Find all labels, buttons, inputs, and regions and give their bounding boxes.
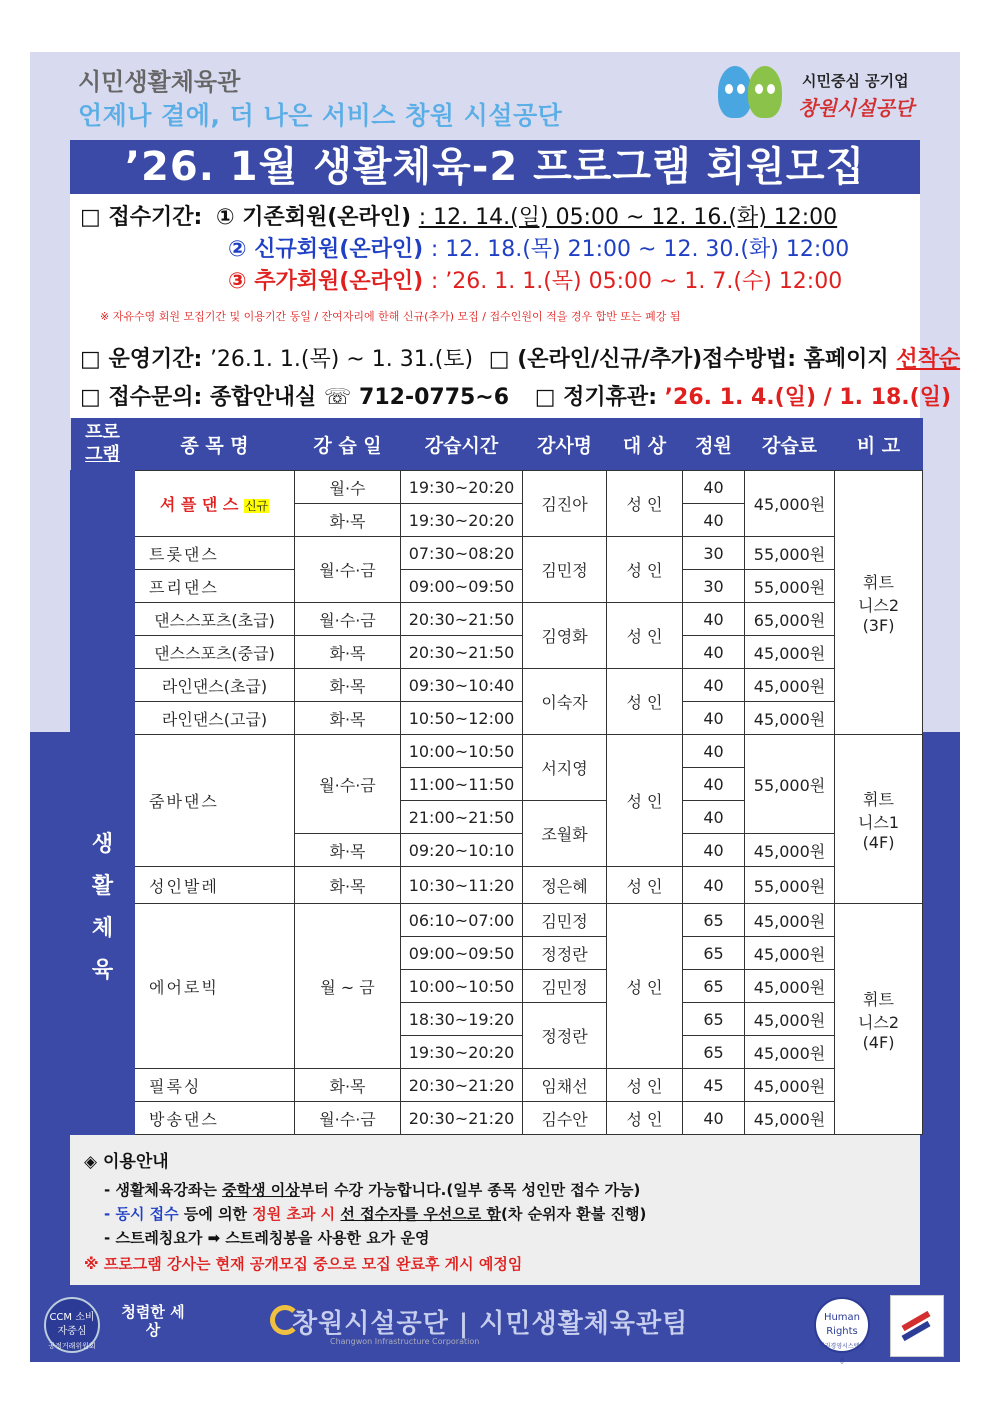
target-cell: 성 인 — [607, 537, 683, 603]
remarks-cell: 휘트 니스2 (4F) — [835, 904, 923, 1135]
target-cell: 성 인 — [607, 603, 683, 669]
program-name: 줌바댄스 — [135, 735, 295, 867]
capacity-cell: 30 — [683, 537, 745, 570]
fee-cell: 45,000원 — [745, 904, 835, 937]
capacity-cell: 45 — [683, 1069, 745, 1102]
header-name: 종 목 명 — [135, 418, 295, 471]
days-cell: 월·수·금 — [295, 735, 401, 834]
capacity-cell: 65 — [683, 970, 745, 1003]
time-cell: 18:30~19:20 — [401, 1003, 523, 1036]
fee-cell: 55,000원 — [745, 867, 835, 904]
table-row — [71, 471, 923, 504]
reception-additional — [228, 264, 842, 295]
days-cell: 월·수·금 — [295, 603, 401, 636]
method-value: 홈페이지 — [803, 347, 889, 372]
target-cell: 성 인 — [607, 904, 683, 1069]
header-program: 프로 그램 — [71, 418, 135, 471]
slogan: 언제나 곁에, 더 나은 서비스 창원 시설공단 — [78, 101, 563, 130]
reception-existing-period: : 12. 14.(일) 05:00 ~ 12. 16.(화) 12:00 — [418, 205, 838, 230]
capacity-cell: 40 — [683, 504, 745, 537]
inquiry-value: 종합안내실 ☏ 712-0775~6 — [209, 385, 510, 410]
capacity-cell: 40 — [683, 669, 745, 702]
poster-title: ’26. 1월 생활체육-2 프로그램 회원모집 — [70, 140, 920, 194]
days-cell: 화·목 — [295, 867, 401, 904]
time-cell: 09:30~10:40 — [401, 669, 523, 702]
fee-cell: 55,000원 — [745, 537, 835, 570]
table-row — [71, 537, 923, 570]
instructor-cell: 김영화 — [523, 603, 607, 669]
time-cell: 10:00~10:50 — [401, 970, 523, 1003]
reception-additional-name: ③ 추가회원(온라인) — [228, 269, 424, 294]
capacity-cell: 65 — [683, 1036, 745, 1069]
guide-title: ◈ 이용안내 — [84, 1152, 169, 1172]
footer — [30, 1285, 960, 1365]
reception-new — [228, 232, 849, 263]
org-name: 시민생활체육관 — [78, 68, 241, 96]
header-fee: 강습료 — [745, 418, 835, 471]
reception-new-period: : 12. 18.(목) 21:00 ~ 12. 30.(화) 12:00 — [430, 237, 850, 262]
days-cell: 월·수·금 — [295, 537, 401, 603]
instructor-cell: 김진아 — [523, 471, 607, 537]
time-cell: 11:00~11:50 — [401, 768, 523, 801]
time-cell: 09:00~09:50 — [401, 570, 523, 603]
logo-tagline: 시민중심 공기업 — [802, 72, 909, 90]
remarks-cell: 휘트 니스2 (3F) — [835, 471, 923, 735]
reception-new-name: ② 신규회원(온라인) — [228, 237, 424, 262]
instructor-cell: 김민정 — [523, 537, 607, 603]
table-row — [71, 735, 923, 768]
capacity-cell: 40 — [683, 867, 745, 904]
target-cell: 성 인 — [607, 1102, 683, 1135]
table-row — [71, 1069, 923, 1102]
operation-period — [80, 342, 960, 373]
new-badge: 신규 — [244, 499, 269, 513]
time-cell: 20:30~21:50 — [401, 603, 523, 636]
capacity-cell: 40 — [683, 834, 745, 867]
fee-cell: 55,000원 — [745, 570, 835, 603]
table-row — [71, 669, 923, 702]
program-name: 성인발레 — [135, 867, 295, 904]
days-cell: 화·목 — [295, 834, 401, 867]
reception-period — [80, 200, 837, 231]
time-cell: 09:00~09:50 — [401, 937, 523, 970]
instructor-cell: 서지영 — [523, 735, 607, 801]
table-row — [71, 570, 923, 603]
usage-guide — [70, 1135, 920, 1285]
reception-note: ※ 자유수영 회원 모집기간 및 이용기간 동일 / 잔여자리에 한해 신규(추가) 모집 / 접수인원이 적을 경우 합반 또는 폐강 됨 — [100, 310, 681, 323]
instructor-cell: 정정란 — [523, 1003, 607, 1069]
days-cell: 월 ~ 금 — [295, 904, 401, 1069]
capacity-cell: 40 — [683, 735, 745, 768]
poster-page — [30, 52, 961, 1365]
closed-value: ’26. 1. 4.(일) / 1. 18.(일) — [664, 385, 952, 410]
fee-cell: 45,000원 — [745, 970, 835, 1003]
days-cell: 화·목 — [295, 669, 401, 702]
header-days: 강 습 일 — [295, 418, 401, 471]
capacity-cell: 40 — [683, 603, 745, 636]
ccm-badge-icon: CCM 소비자중심 공정거래위원회 — [44, 1297, 100, 1353]
info-area — [70, 194, 961, 418]
mascot-blue-icon — [718, 66, 752, 118]
header-remarks: 비 고 — [835, 418, 923, 471]
program-table — [70, 418, 923, 1135]
guide-line-3: - 스트레칭요가 ➡ 스트레칭봉을 사용한 요가 운영 — [104, 1229, 430, 1247]
fee-cell: 45,000원 — [745, 471, 835, 537]
program-name: 셔 플 댄 스 신규 — [135, 471, 295, 537]
program-name: 필록싱 — [135, 1069, 295, 1102]
table-row — [71, 702, 923, 735]
fee-cell: 45,000원 — [745, 1003, 835, 1036]
closed-label: □ 정기휴관: — [534, 385, 657, 410]
fee-cell: 55,000원 — [745, 735, 835, 834]
header-capacity: 정원 — [683, 418, 745, 471]
program-name: 라인댄스(초급) — [135, 669, 295, 702]
instructor-cell: 이숙자 — [523, 669, 607, 735]
program-name: 방송댄스 — [135, 1102, 295, 1135]
instructor-cell: 정정란 — [523, 937, 607, 970]
guide-warning: ※ 프로그램 강사는 현재 공개모집 중으로 모집 완료후 게시 예정임 — [84, 1255, 523, 1273]
corp-logo — [718, 64, 928, 124]
instructor-cell: 조월화 — [523, 801, 607, 867]
target-cell: 성 인 — [607, 867, 683, 904]
fee-cell: 45,000원 — [745, 669, 835, 702]
fee-cell: 45,000원 — [745, 834, 835, 867]
instructor-cell: 임채선 — [523, 1069, 607, 1102]
operation-value: ’26.1. 1.(목) ~ 1. 31.(토) — [209, 347, 474, 372]
certificate-icon — [890, 1295, 944, 1357]
footer-org-english: Changwon Infrastructure Corporation — [330, 1337, 480, 1346]
table-row — [71, 636, 923, 669]
method-emphasis: 선착순 — [896, 347, 961, 372]
program-name: 라인댄스(고급) — [135, 702, 295, 735]
header-instructor: 강사명 — [523, 418, 607, 471]
fee-cell: 45,000원 — [745, 702, 835, 735]
capacity-cell: 40 — [683, 1102, 745, 1135]
inquiry — [80, 380, 951, 411]
capacity-cell: 65 — [683, 937, 745, 970]
table-row — [71, 603, 923, 636]
program-name: 프리댄스 — [135, 570, 295, 603]
capacity-cell: 40 — [683, 768, 745, 801]
reception-existing-name: ① 기존회원(온라인) — [215, 205, 412, 230]
days-cell: 월·수·금 — [295, 1102, 401, 1135]
target-cell: 성 인 — [607, 669, 683, 735]
mascot-green-icon — [748, 66, 782, 118]
logo-wordmark: 창원시설공단 — [798, 96, 914, 120]
time-cell: 09:20~10:10 — [401, 834, 523, 867]
operation-label: □ 운영기간: — [80, 347, 203, 372]
category-cell: 생 활 체 육 — [71, 471, 135, 1135]
inquiry-label: □ 접수문의: — [80, 385, 203, 410]
header-target: 대 상 — [607, 418, 683, 471]
program-name: 에어로빅 — [135, 904, 295, 1069]
time-cell: 19:30~20:20 — [401, 504, 523, 537]
fee-cell: 45,000원 — [745, 937, 835, 970]
program-name: 트롯댄스 — [135, 537, 295, 570]
time-cell: 06:10~07:00 — [401, 904, 523, 937]
fee-cell: 45,000원 — [745, 1069, 835, 1102]
reception-additional-period: : ’26. 1. 1.(목) 05:00 ~ 1. 7.(수) 12:00 — [430, 269, 843, 294]
table-row — [71, 1102, 923, 1135]
fee-cell: 65,000원 — [745, 603, 835, 636]
footer-org: 창원시설공단 | 시민생활체육관팀 — [292, 1309, 689, 1339]
program-name: 댄스스포츠(중급) — [135, 636, 295, 669]
instructor-cell: 정은혜 — [523, 867, 607, 904]
days-cell: 화·목 — [295, 636, 401, 669]
capacity-cell: 65 — [683, 904, 745, 937]
time-cell: 10:30~11:20 — [401, 867, 523, 904]
table-row — [71, 904, 923, 937]
capacity-cell: 40 — [683, 636, 745, 669]
time-cell: 20:30~21:20 — [401, 1069, 523, 1102]
instructor-cell: 김수안 — [523, 1102, 607, 1135]
time-cell: 10:50~12:00 — [401, 702, 523, 735]
time-cell: 10:00~10:50 — [401, 735, 523, 768]
days-cell: 화·목 — [295, 1069, 401, 1102]
capacity-cell: 40 — [683, 471, 745, 504]
days-cell: 화·목 — [295, 504, 401, 537]
program-name: 댄스스포츠(초급) — [135, 603, 295, 636]
fee-cell: 45,000원 — [745, 636, 835, 669]
instructor-cell: 김민정 — [523, 904, 607, 937]
time-cell: 20:30~21:50 — [401, 636, 523, 669]
reception-label: □ 접수기간: — [80, 205, 203, 230]
capacity-cell: 30 — [683, 570, 745, 603]
target-cell: 성 인 — [607, 1069, 683, 1102]
days-cell: 화·목 — [295, 702, 401, 735]
header-time: 강습시간 — [401, 418, 523, 471]
days-cell: 월·수 — [295, 471, 401, 504]
time-cell: 20:30~21:20 — [401, 1102, 523, 1135]
remarks-cell: 휘트 니스1 (4F) — [835, 735, 923, 904]
human-rights-badge-icon: Human Rights 인권경영시스템인증 — [814, 1297, 870, 1353]
guide-line-1: - 생활체육강좌는 중학생 이상부터 수강 가능합니다.(일부 종목 성인만 접수 가능) — [104, 1181, 641, 1199]
fee-cell: 45,000원 — [745, 1102, 835, 1135]
instructor-cell: 김민정 — [523, 970, 607, 1003]
time-cell: 19:30~20:20 — [401, 1036, 523, 1069]
target-cell: 성 인 — [607, 735, 683, 867]
table-header-row — [71, 418, 923, 471]
guide-line-2: - 동시 접수 등에 의한 정원 초과 시 선 접수자를 우선으로 함(차 순위자 환불 진행) — [104, 1205, 647, 1223]
capacity-cell: 40 — [683, 801, 745, 834]
capacity-cell: 40 — [683, 702, 745, 735]
fee-cell: 45,000원 — [745, 1036, 835, 1069]
table-row — [71, 867, 923, 904]
capacity-cell: 65 — [683, 1003, 745, 1036]
target-cell: 성 인 — [607, 471, 683, 537]
time-cell: 07:30~08:20 — [401, 537, 523, 570]
time-cell: 21:00~21:50 — [401, 801, 523, 834]
integrity-logo: 청렴한 세상 — [121, 1303, 185, 1339]
method-label: □ (온라인/신규/추가)접수방법: — [488, 347, 796, 372]
time-cell: 19:30~20:20 — [401, 471, 523, 504]
